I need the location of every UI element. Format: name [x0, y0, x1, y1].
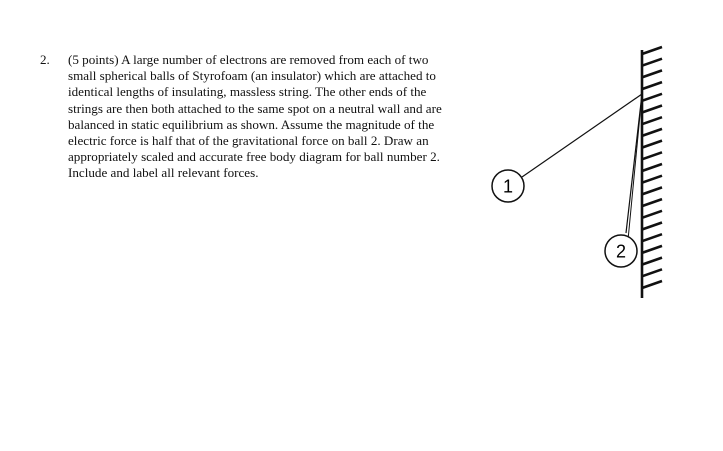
- question-number: 2.: [40, 52, 50, 67]
- wall-hatching: [642, 47, 662, 288]
- question-line: identical lengths of insulating, massless string. The other ends of the: [68, 84, 427, 100]
- ball-2: [605, 235, 637, 267]
- question-line: electric force is half that of the gravitational force on ball 2. Draw an: [68, 133, 429, 149]
- question-line: balanced in static equilibrium as shown. Assume the magnitude of the: [68, 116, 435, 132]
- question-line: small spherical balls of Styrofoam (an insulator) which are attached to: [68, 68, 436, 84]
- question-line: strings are then both attached to the same spot on a neutral wall and are: [68, 100, 442, 116]
- question-line: Include and label all relevant forces.: [68, 165, 259, 181]
- ball-1: [492, 170, 524, 202]
- ball-1-label: 1: [502, 176, 514, 197]
- question-line: (5 points) A large number of electrons are removed from each of two: [68, 52, 429, 67]
- question-line: appropriately scaled and accurate free body diagram for ball number 2.: [68, 149, 440, 165]
- string-1: [522, 94, 642, 177]
- ball-2-label: 2: [615, 241, 627, 262]
- string-2-second-strand: [628, 94, 642, 240]
